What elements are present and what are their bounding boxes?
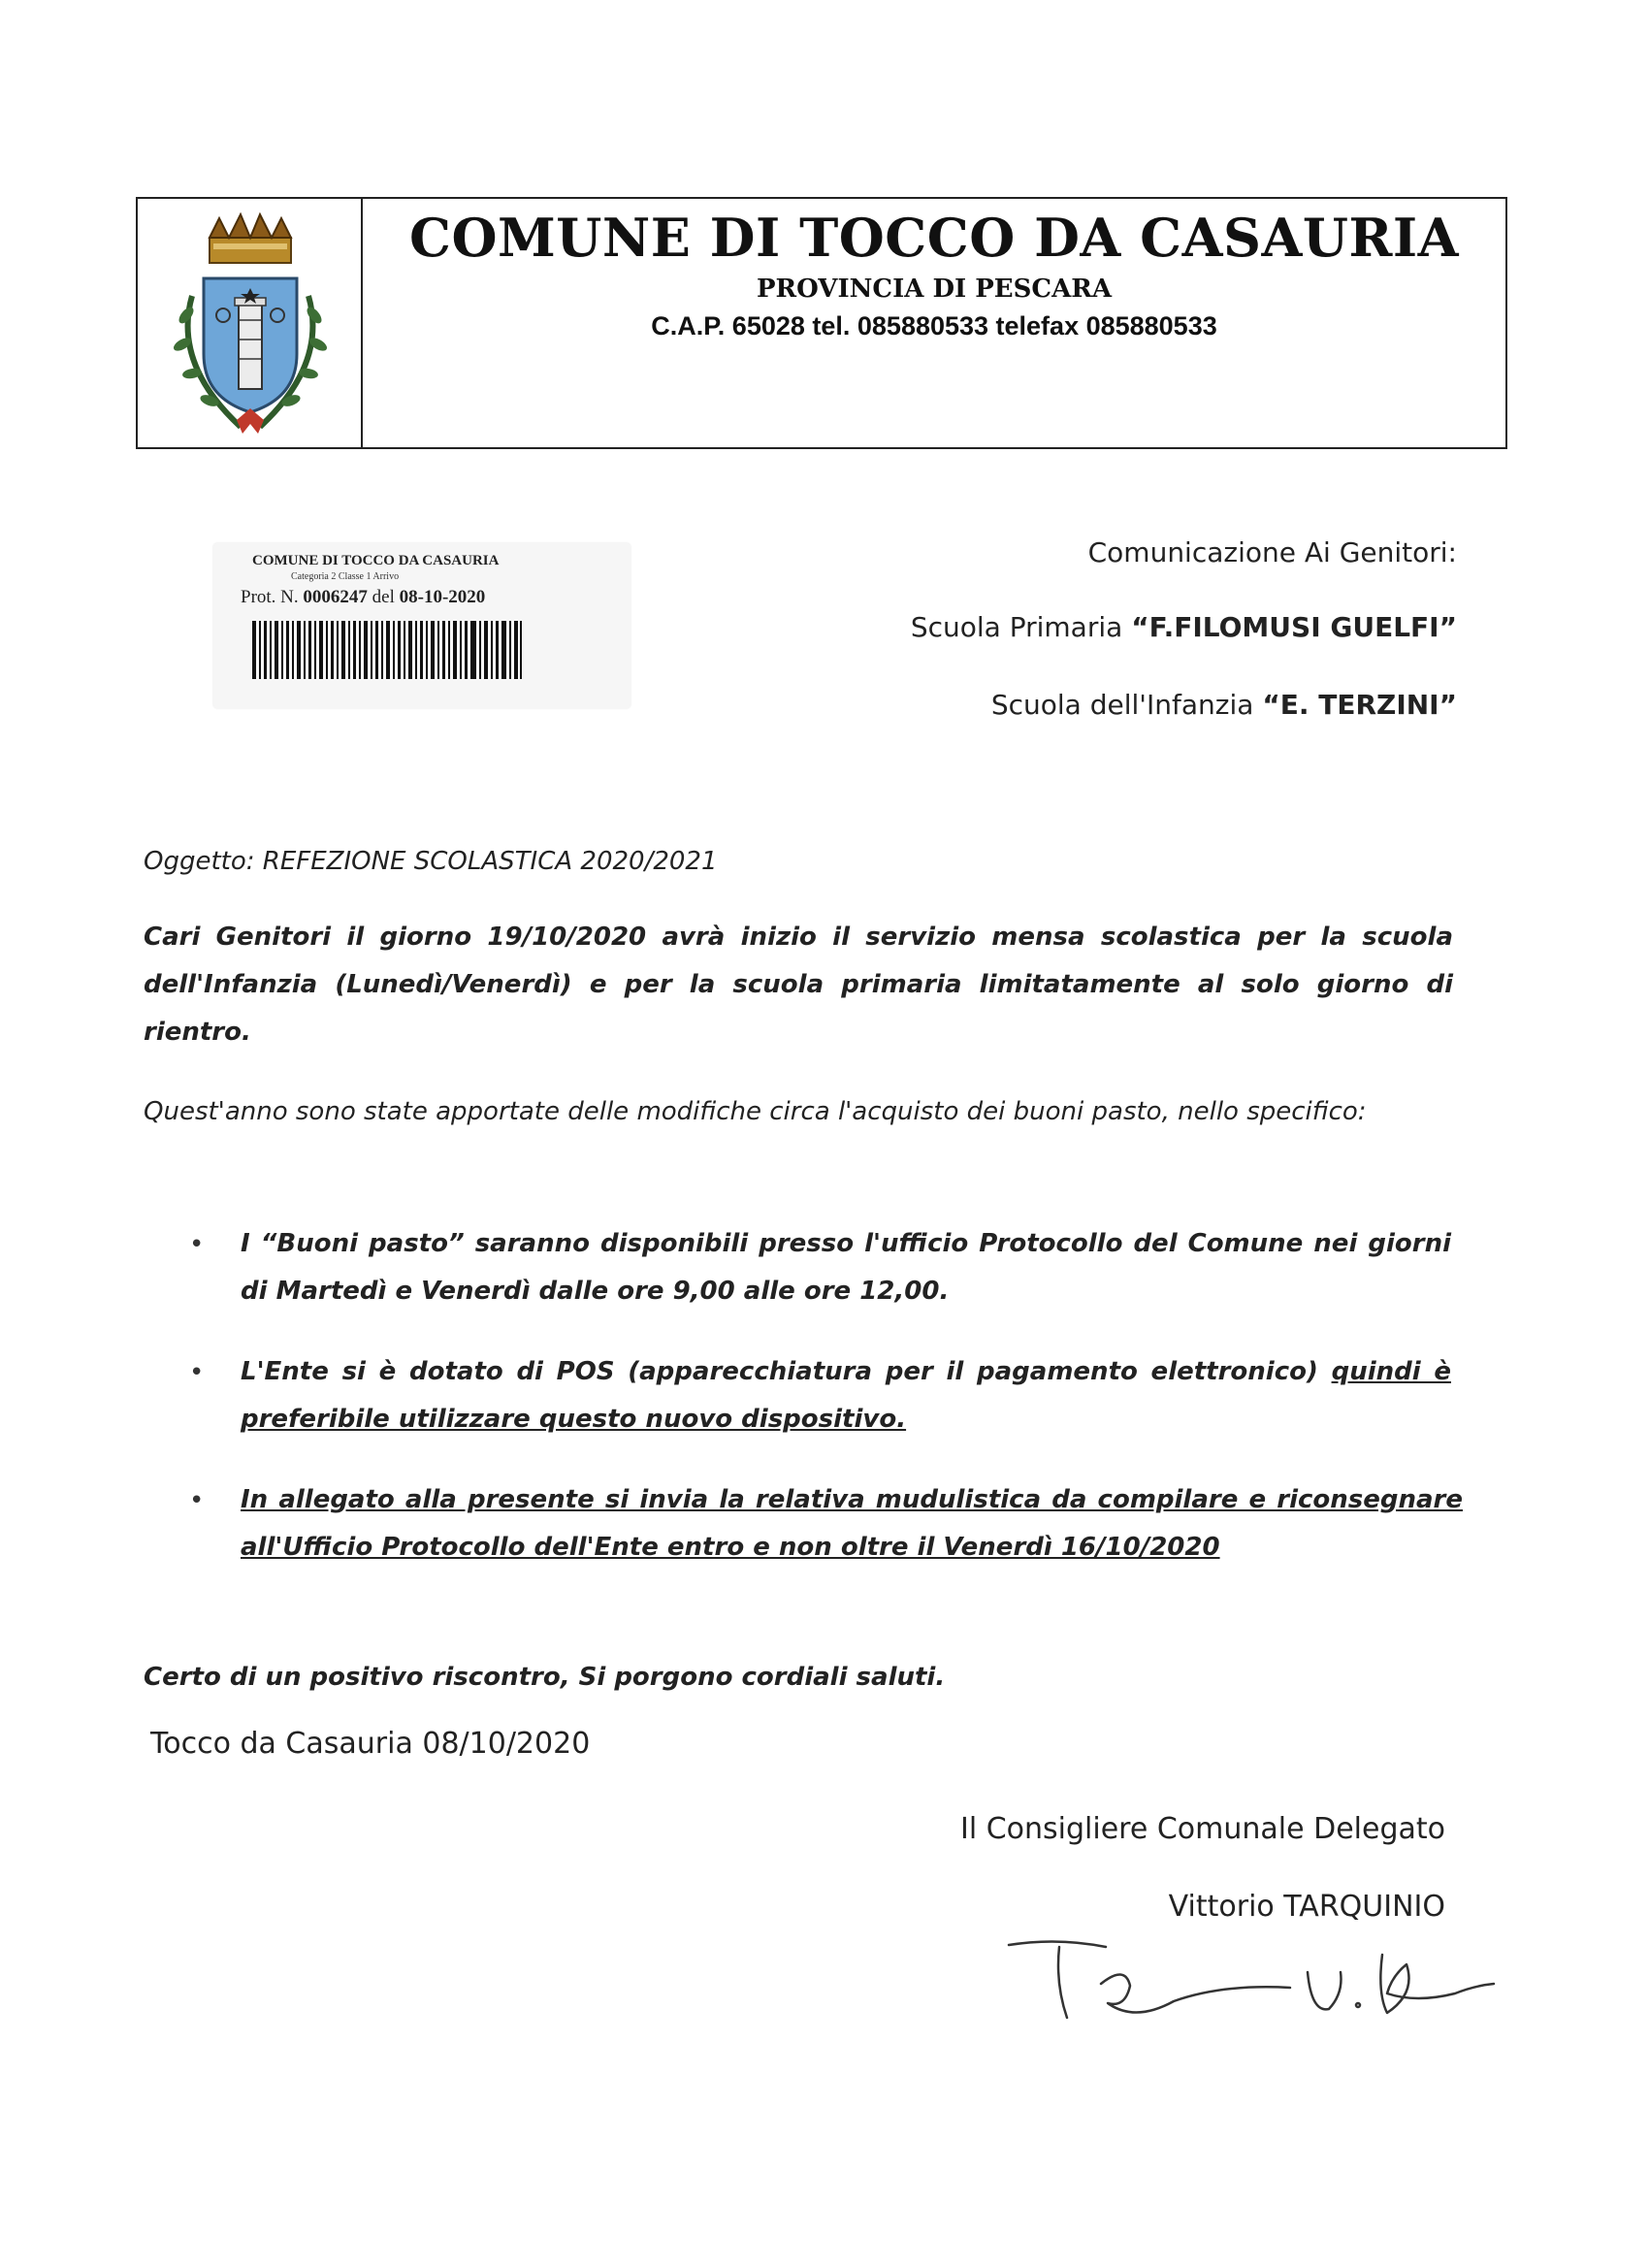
stamp-protocol-line [241,587,485,608]
paragraph-start-date: Cari Genitori il giorno 19/10/2020 avrà inizio il servizio mensa scolastica per la scuola dell'Infanzia (Lunedì/Venerdì) e per la scuola primaria limitatamente al solo giorno di rientro. [144,923,1453,1047]
municipality-title: COMUNE DI TOCCO DA CASAURIA [408,207,1460,269]
letterhead [136,197,1507,449]
province-line: PROVINCIA DI PESCARA [756,275,1113,304]
protocol-stamp [213,543,630,708]
recipient-infancy-name: “E. TERZINI” [1262,689,1457,721]
bullet-dot: • [189,1486,205,1515]
paragraph-changes: Quest'anno sono state apportate delle modifiche circa l'acquisto dei buoni pasto, nello specifico: [144,1097,1367,1126]
stamp-prot-number: 0006247 [303,587,368,607]
signer-role: Il Consigliere Comunale Delegato [960,1812,1445,1846]
stamp-date: 08-10-2020 [399,587,486,607]
stamp-category: Categoria 2 Classe 1 Arrivo [291,571,400,582]
recipient-primary-name: “F.FILOMUSI GUELFI” [1131,611,1457,643]
bullet-item-pos [241,1348,1451,1443]
recipient-infancy [991,689,1457,721]
subject-line: Oggetto: REFEZIONE SCOLASTICA 2020/2021 [144,847,718,876]
bullet-dot: • [189,1358,205,1387]
crest-cell [138,199,363,447]
letterhead-text [363,199,1505,447]
recipients-heading: Comunicazione Ai Genitori: [1087,536,1457,568]
closing-line: Certo di un positivo riscontro, Si porgono cordiali saluti. [144,1663,946,1692]
contact-line: C.A.P. 65028 tel. 085880533 telefax 085880533 [651,311,1217,340]
handwritten-signature-icon [999,1926,1504,2042]
bullet-pos-underlined: quindi è preferibile utilizzare questo nuovo dispositivo. [241,1357,1451,1434]
stamp-prot-label: Prot. N. [241,587,299,607]
municipal-crest-icon [153,209,347,441]
recipient-primary-label: Scuola Primaria [910,611,1132,643]
recipient-infancy-label: Scuola dell'Infanzia [990,689,1263,721]
bullet-item-modulistica: In allegato alla presente si invia la relativa mudulistica da compilare e riconsegnare all'Ufficio Protocollo dell'Ente entro e non oltre il Venerdì 16/10/2020 [241,1485,1463,1562]
signer-name: Vittorio TARQUINIO [1168,1890,1445,1924]
bullet-dot: • [189,1230,205,1259]
bullet-item-buoni: I “Buoni pasto” saranno disponibili presso l'ufficio Protocollo del Comune nei giorni di Martedì e Venerdì dalle ore 9,00 alle ore 12,00. [241,1229,1451,1306]
bullet-pos-text: L'Ente si è dotato di POS (apparecchiatura per il pagamento elettronico) [241,1357,1332,1386]
barcode-icon [252,621,522,679]
place-date: Tocco da Casauria 08/10/2020 [150,1727,591,1761]
stamp-org: COMUNE DI TOCCO DA CASAURIA [252,553,500,568]
recipient-primary [911,611,1457,643]
stamp-date-label: del [372,587,395,607]
